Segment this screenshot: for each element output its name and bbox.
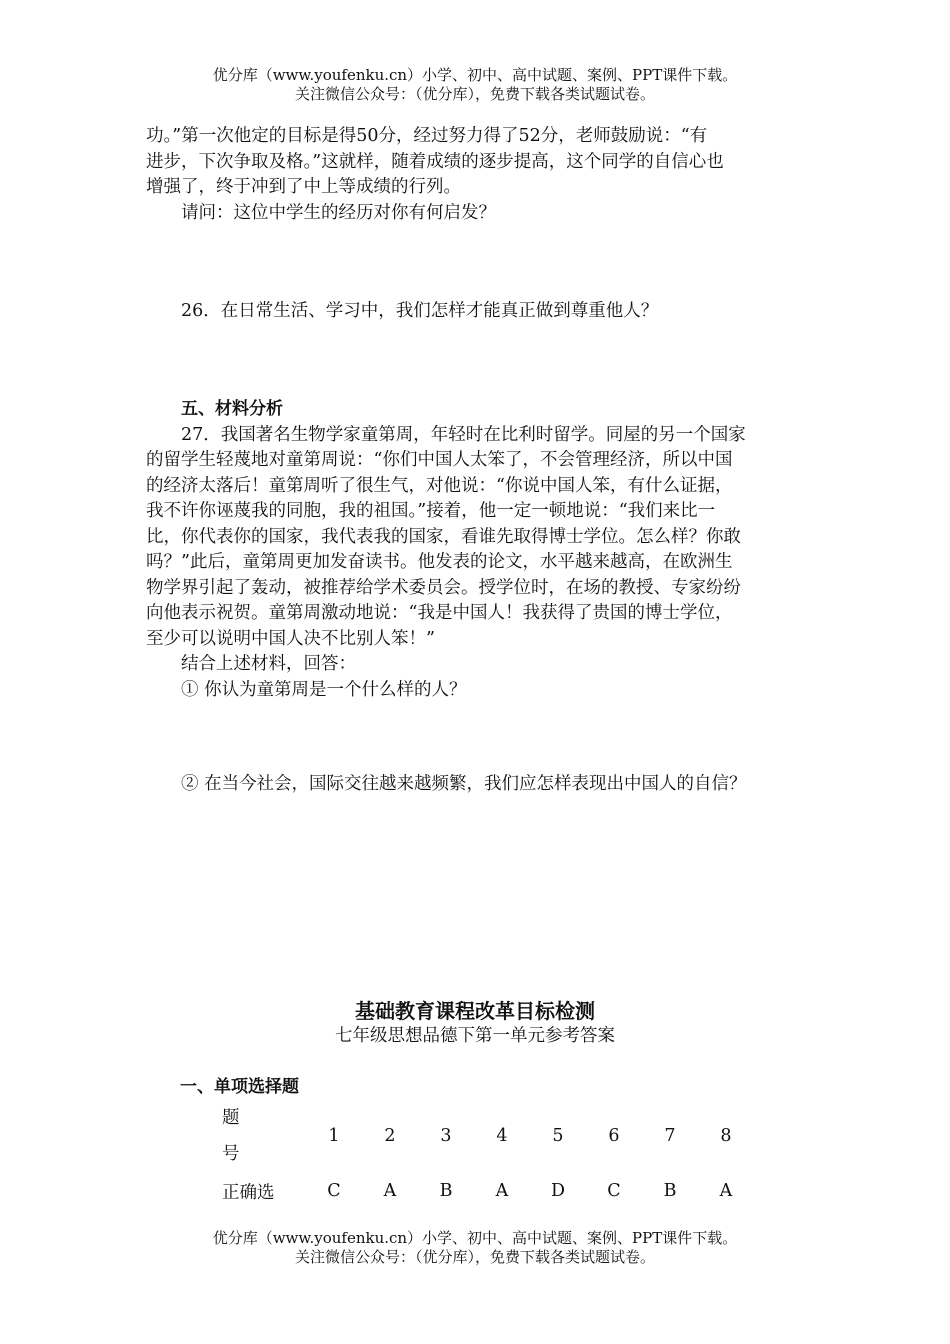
- header-line-1: 优分库（www.youfenku.cn）小学、初中、高中试题、案例、PPT课件下载。: [212, 66, 738, 84]
- answer-subtitle: 七年级思想品德下第一单元参考答案: [335, 1026, 615, 1046]
- answer-cell: D: [550, 1181, 566, 1201]
- q25-question: 请问：这位中学生的经历对你有何启发？: [181, 202, 496, 223]
- q27-line: 的经济太落后！童第周听了很生气，对他说：“你说中国人笨，有什么证据，: [146, 475, 733, 496]
- question-number: 2: [384, 1126, 396, 1146]
- answer-title: 基础教育课程改革目标检测: [355, 999, 595, 1023]
- q27-prompt: 结合上述材料，回答：: [181, 654, 356, 674]
- footer-line-1: 优分库（www.youfenku.cn）小学、初中、高中试题、案例、PPT课件下载。: [212, 1229, 738, 1247]
- q27-line: 吗？”此后，童第周更加发奋读书。他发表的论文，水平越来越高，在欧洲生: [146, 552, 733, 572]
- q27-line: 至少可以说明中国人决不比别人笨！”: [146, 628, 435, 649]
- answer-cell: A: [383, 1181, 397, 1201]
- q27-line: 向他表示祝贺。童第周激动地说：“我是中国人！我获得了贵国的博士学位，: [146, 603, 733, 623]
- question-number: 1: [328, 1126, 340, 1146]
- q25-line: 增强了，终于冲到了中上等成绩的行列。: [146, 177, 461, 197]
- q27-line: 我不许你诬蔑我的同胞，我的祖国。”接着，他一定一顿地说：“我们来比一: [146, 501, 716, 521]
- row-label-number-a: 题: [222, 1108, 240, 1128]
- table-row-numbers: [222, 1100, 754, 1172]
- answer-cell: B: [439, 1181, 453, 1201]
- q26: [146, 299, 806, 325]
- q25-line: 进步，下次争取及格。”这就样，随着成绩的逐步提高，这个同学的自信心也: [146, 151, 724, 172]
- q27-line: 的留学生轻蔑地对童第周说：“你们中国人太笨了，不会管理经济，所以中国: [146, 450, 733, 470]
- question-number: 8: [720, 1126, 732, 1146]
- answer-section1-title: 一、单项选择题: [180, 1077, 299, 1097]
- q27-line: 物学界引起了轰动，被推荐给学术委员会。授学位时，在场的教授、专家纷纷: [146, 577, 741, 598]
- question-number: 3: [440, 1126, 452, 1146]
- q27-sub2-block: [146, 772, 806, 798]
- q26-text: 26．在日常生活、学习中，我们怎样才能真正做到尊重他人？: [181, 301, 659, 321]
- table-row-answers: [222, 1172, 754, 1210]
- question-number: 7: [664, 1126, 676, 1146]
- q27-sub1: ① 你认为童第周是一个什么样的人？: [181, 679, 467, 700]
- section5-title: 五、材料分析: [181, 399, 283, 419]
- page-footer: [0, 1229, 950, 1267]
- q27-sub2: ② 在当今社会，国际交往越来越频繁，我们应怎样表现出中国人的自信？: [181, 774, 747, 794]
- q25-continuation: [146, 124, 806, 226]
- row-label-number: [222, 1100, 306, 1172]
- header-line-2: 关注微信公众号：（优分库），免费下载各类试题试卷。: [294, 85, 655, 103]
- question-number: 4: [496, 1126, 508, 1146]
- question-number: 5: [552, 1126, 564, 1146]
- row-label-number-b: 号: [222, 1144, 240, 1164]
- answer-cell: A: [719, 1181, 733, 1201]
- answer-cell: C: [607, 1181, 621, 1201]
- page-header: [0, 66, 950, 104]
- answer-cell: C: [327, 1181, 341, 1201]
- footer-line-2: 关注微信公众号：（优分库），免费下载各类试题试卷。: [294, 1248, 655, 1266]
- q27-block: [146, 397, 806, 703]
- answer-cell: A: [495, 1181, 509, 1201]
- q27-line: 27．我国著名生物学家童第周，年轻时在比利时留学。同屋的另一个国家: [181, 424, 746, 445]
- row-label-answer: 正确选: [222, 1182, 275, 1203]
- answer-table: [222, 1100, 754, 1210]
- answer-cell: B: [663, 1181, 677, 1201]
- question-number: 6: [608, 1126, 620, 1146]
- q25-line: 功。”第一次他定的目标是得50分，经过努力得了52分，老师鼓励说：“有: [146, 126, 708, 146]
- q27-line: 比，你代表你的国家，我代表我的国家，看谁先取得博士学位。怎么样？你敢: [146, 526, 741, 547]
